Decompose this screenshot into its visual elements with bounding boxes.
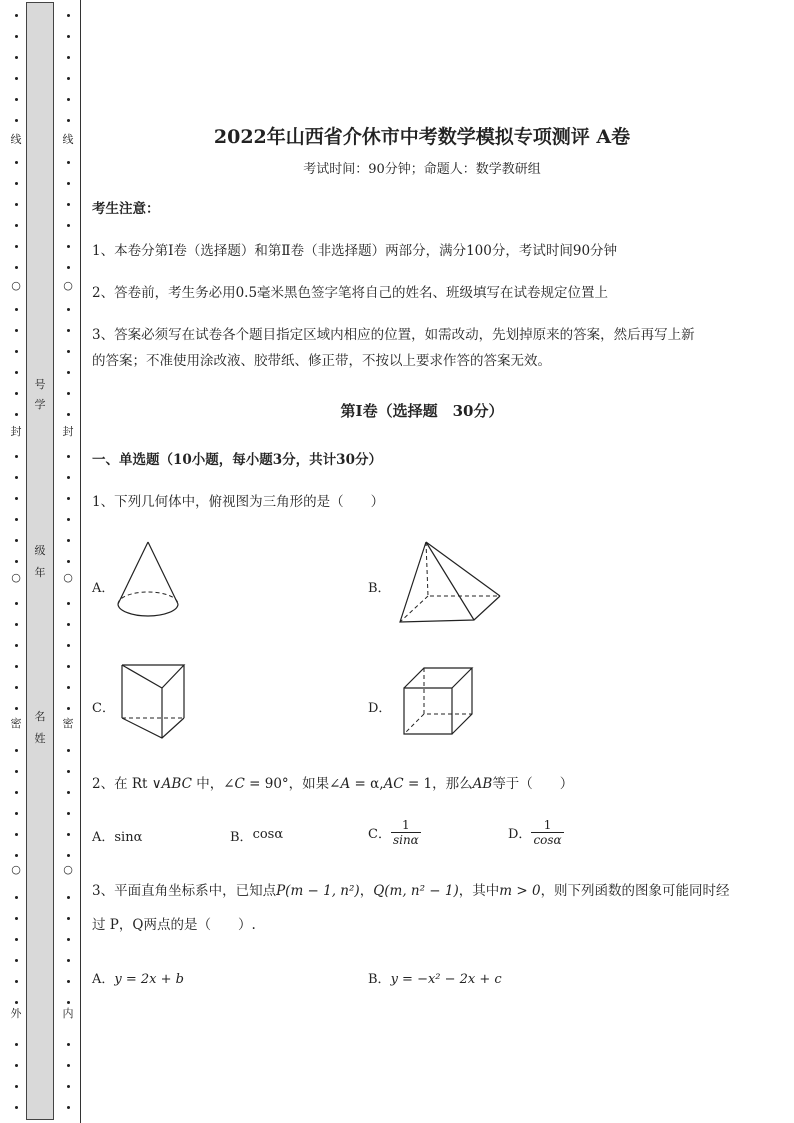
section-heading: 一、单选题（10小题，每小题3分，共计30分） [92,452,382,468]
q2-text: = α, [350,776,384,792]
option-label: A． [92,830,115,845]
outer-char: ○ [11,279,21,292]
question-3-stem-line2: 过 P，Q两点的是（ ）. [92,917,256,933]
notice-heading: 考生注意： [92,201,160,217]
notice-item: 2、答卷前，考生务必用0.5毫米黑色签字笔将自己的姓名、班级填写在试卷规定位置上 [92,285,609,301]
q2-option-c [368,818,421,847]
inner-char: 内 [62,1007,74,1020]
inner-char: ○ [63,279,73,292]
numerator: 1 [391,818,421,833]
outer-char: 外 [10,1007,22,1020]
q3-text: ， [359,883,374,899]
option-value: y = −x² − 2x + c [390,972,502,987]
exam-info: 考试时间：90分钟；命题人：数学教研组 [303,162,541,177]
option-value: sinα [114,830,143,845]
q2-math: A [340,776,351,792]
notice-item: 1、本卷分第I卷（选择题）和第Ⅱ卷（非选择题）两部分，满分100分，考试时间90分钟 [92,243,618,259]
inner-char: ○ [63,571,73,584]
q2-text: 2、在 Rt ∨ [92,776,162,792]
q3-math: Q(m, n² − 1) [373,883,459,899]
fraction [531,818,563,847]
outer-char: 线 [10,133,22,146]
q3-text: ，其中 [458,883,500,899]
q2-math: AB [472,776,493,792]
option-label: D． [508,827,532,842]
q3-text: 3、平面直角坐标系中，已知点 [92,883,277,899]
q3-option-a [92,968,184,987]
name-label: 姓 [34,732,46,745]
outer-char: 密 [10,717,22,730]
q1-option-a-label: A． [92,581,115,596]
q3-math: P(m − 1, n²) [276,883,360,899]
q2-text: = 90°，如果∠ [244,776,341,792]
q2-math: ABC [161,776,192,792]
pyramid-figure [396,538,504,628]
option-label: B． [368,972,391,987]
student-id-label: 学 [34,398,46,411]
option-label: C． [368,827,391,842]
question-1-stem: 1、下列几何体中，俯视图为三角形的是（ ） [92,494,385,510]
denominator: sinα [392,833,419,847]
inner-char: ○ [63,863,73,876]
class-label: 级 [34,544,46,557]
q1-option-b-label: B． [368,581,391,596]
part-title: 第Ⅰ卷（选择题 30分） [340,402,504,420]
cube-figure [400,664,478,740]
cone-figure [114,538,184,628]
question-3-stem [92,878,730,904]
q3-text: ，则下列函数的图象可能同时经 [540,883,730,899]
numerator: 1 [531,818,563,833]
q2-text: 中，∠ [191,776,235,792]
student-info-strip [26,2,54,1120]
question-2-stem [92,771,573,797]
option-value: cosα [252,827,284,842]
student-id-label: 号 [34,378,46,391]
binding-divider [80,0,81,1123]
page-title: 2022年山西省介休市中考数学模拟专项测评 A卷 [213,126,631,148]
q2-math: C [234,776,245,792]
q2-text: 等于（ ） [492,776,574,792]
q3-math: m > 0 [499,883,541,899]
outer-char: ○ [11,863,21,876]
q2-option-a [92,826,142,845]
binding-margin [0,0,84,1123]
q2-option-d [508,818,564,847]
prism-figure [118,660,188,740]
notice-item: 的答案；不准使用涂改液、胶带纸、修正带，不按以上要求作答的答案无效。 [92,353,551,369]
option-label: A． [92,972,115,987]
outer-char: 封 [10,425,22,438]
notice-item: 3、答案必须写在试卷各个题目指定区域内相应的位置，如需改动，先划掉原来的答案，然后再写上新 [92,327,695,343]
option-label: B． [230,830,253,845]
q3-option-b [368,968,502,987]
q2-option-b [230,826,283,845]
q1-option-d-label: D． [368,701,392,716]
class-label: 年 [34,566,46,579]
denominator: cosα [533,833,562,847]
q2-math: AC [383,776,404,792]
outer-char: ○ [11,571,21,584]
fraction [391,818,421,847]
inner-char: 密 [62,717,74,730]
option-value: y = 2x + b [114,972,184,987]
q2-text: = 1，那么 [403,776,473,792]
q1-option-c-label: C． [92,701,115,716]
inner-char: 封 [62,425,74,438]
inner-char: 线 [62,133,74,146]
name-label: 名 [34,710,46,723]
